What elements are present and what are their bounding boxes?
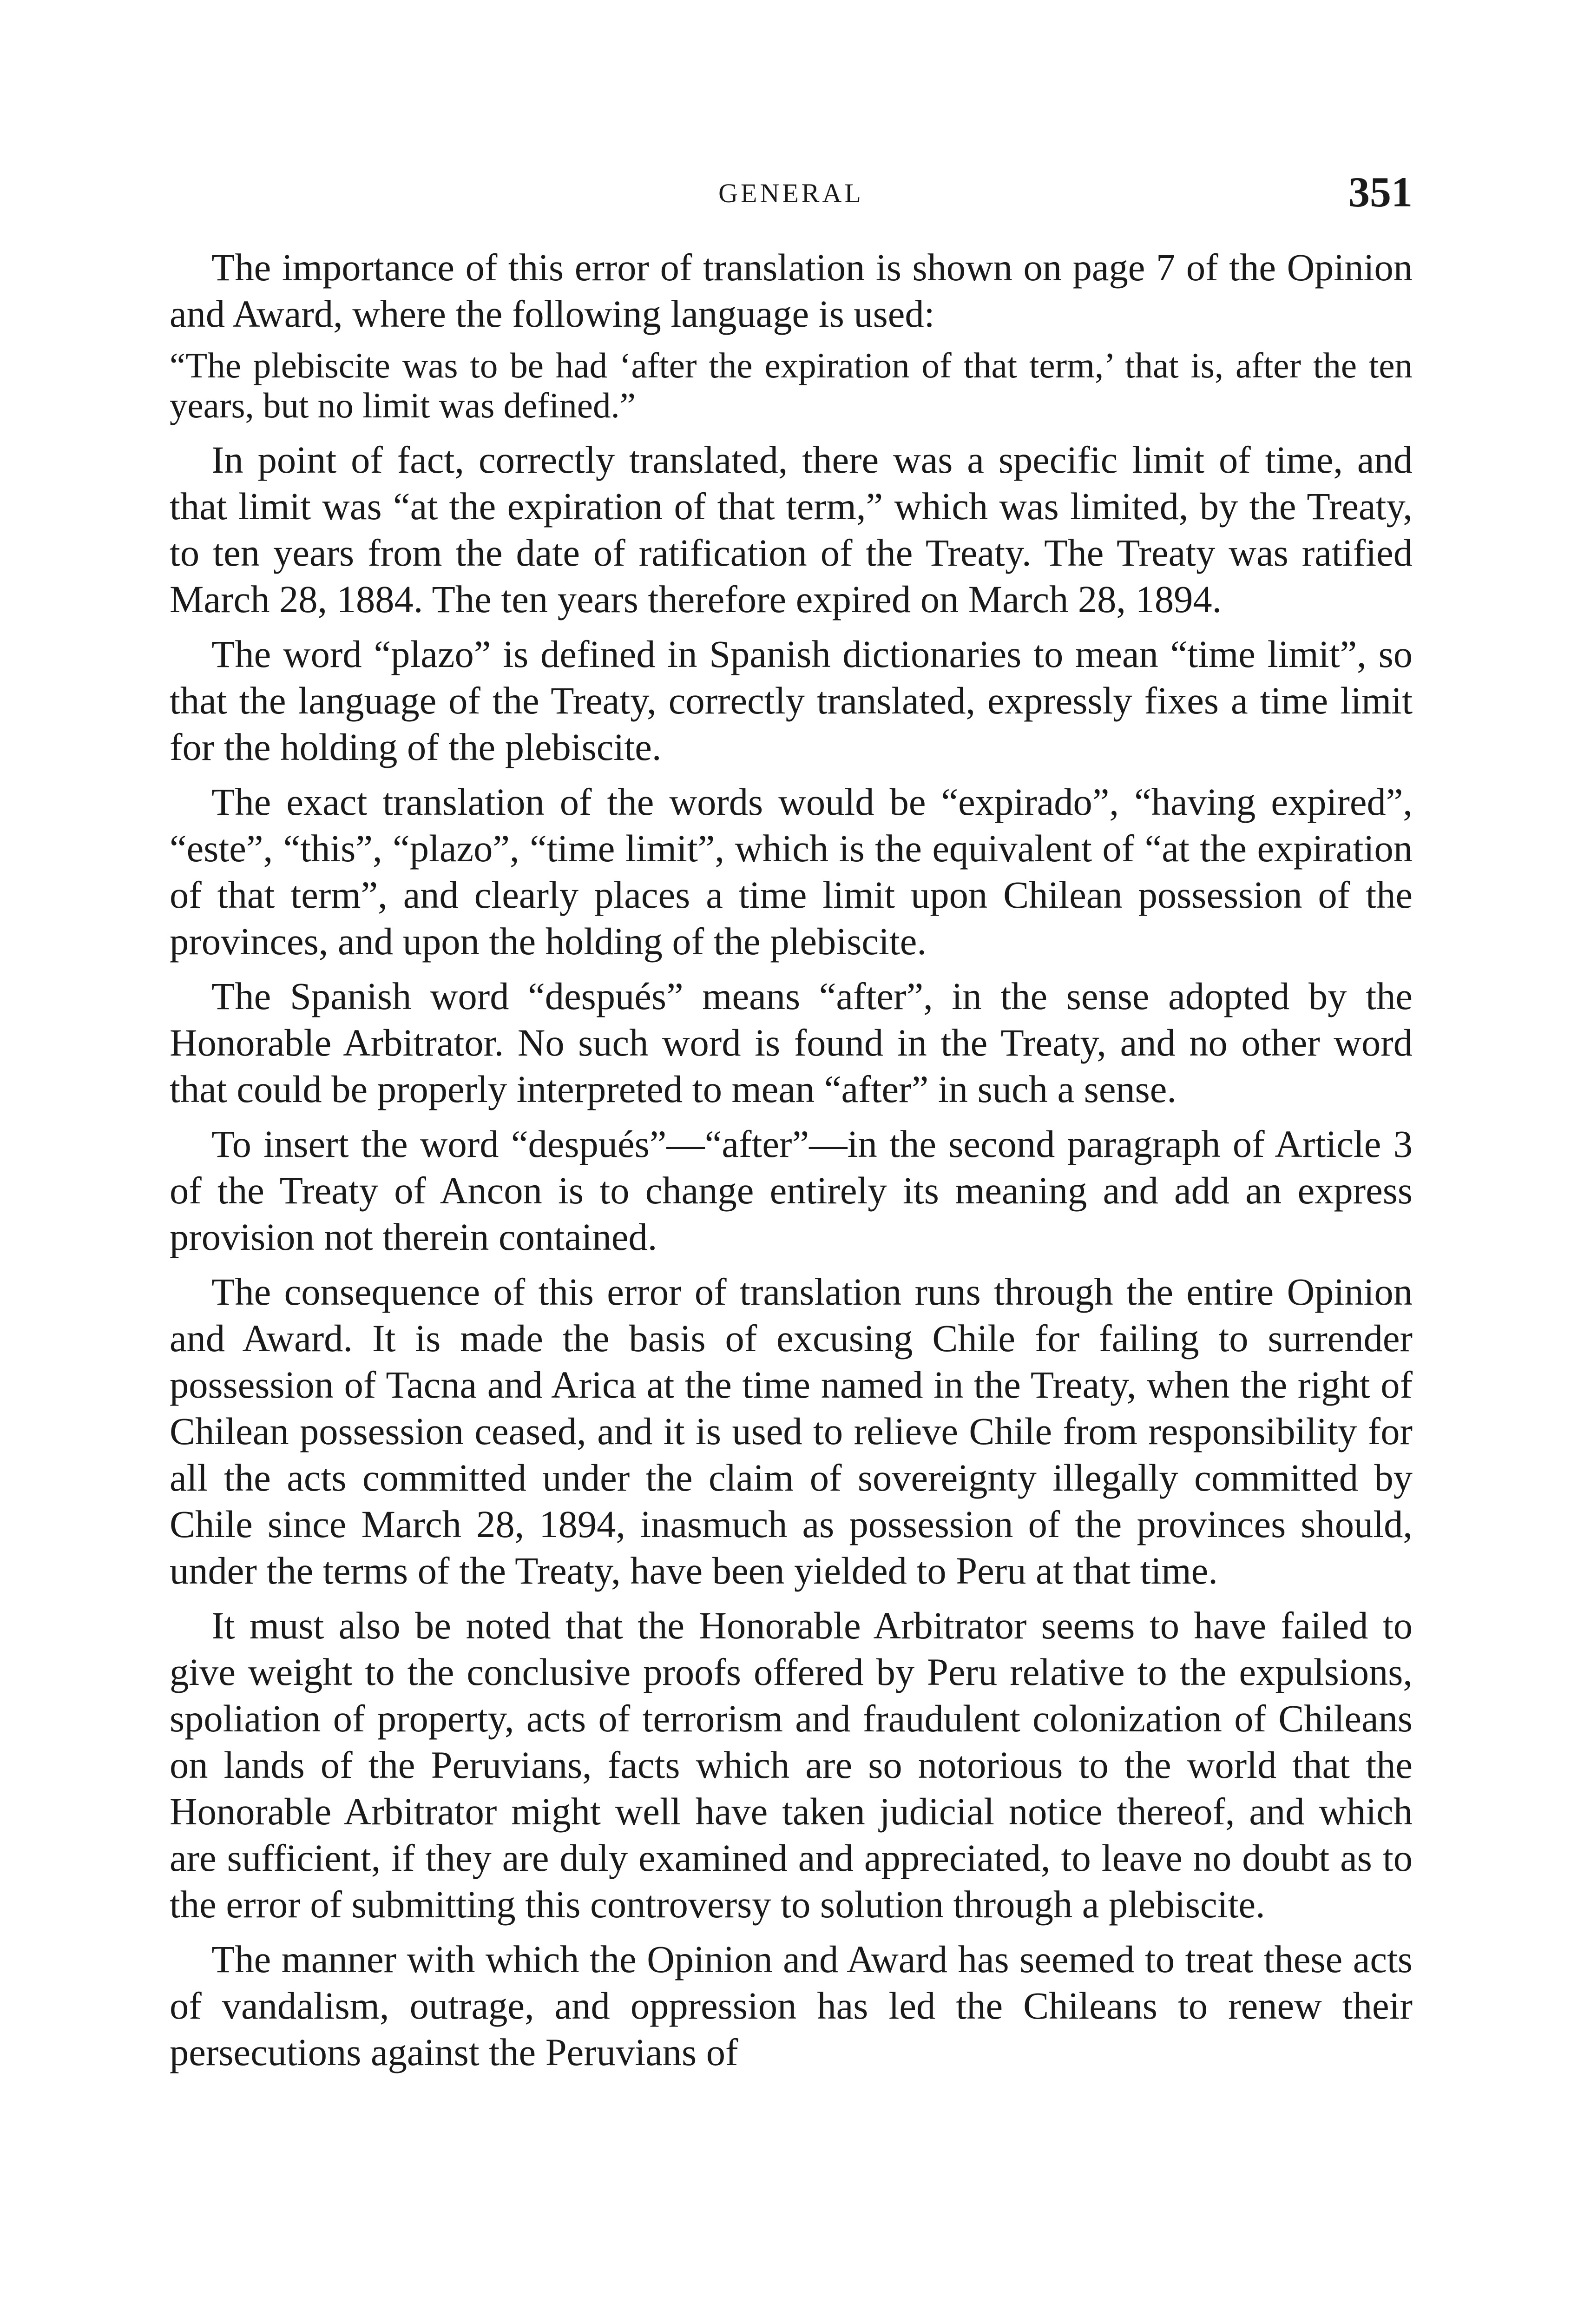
page-number: 351 [1348,168,1413,216]
paragraph-5: The Spanish word “después” means “after”, in the sense adopted by the Honorable Arbitrator. No such word is found in the Treaty, and no other word that could be properly interpreted to mean “after” in such a sense. [170,975,1413,1110]
paragraph-9: The manner with which the Opinion and Award has seemed to treat these acts of vandalism, outrage, and oppression has led the Chileans to renew their persecutions against the Peruvians of [170,1938,1413,2073]
paragraph-4: The exact translation of the words would be “expirado”, “having expired”, “este”, “this”, “plazo”, “time limit”, which is the equivalent of “at the expiration of that term”, and clearly places a time limit upon Chilean possession of the provinces, and upon the holding of the plebiscite. [170,780,1413,963]
body-text [170,244,1413,2084]
paragraph-1: The importance of this error of translation is shown on page 7 of the Opinion and Award, where the following language is used: [170,246,1413,335]
page-header [170,167,1413,218]
paragraph-6: To insert the word “después”—“after”—in the second paragraph of Article 3 of the Treaty of Ancon is to change entirely its meaning and add an express provision not therein contained. [170,1122,1413,1258]
block-quote: “The plebiscite was to be had ‘after the expiration of that term,’ that is, after the ten years, but no limit was defined.” [170,345,1413,425]
paragraph-2: In point of fact, correctly translated, there was a specific limit of time, and that limit was “at the expiration of that term,” which was limited, by the Treaty, to ten years from the date of ratification of the Treaty. The Treaty was ratified March 28, 1884. The ten years therefore expired on March 28, 1894. [170,438,1413,621]
paragraph-3: The word “plazo” is defined in Spanish dictionaries to mean “time limit”, so that the language of the Treaty, correctly translated, expressly fixes a time limit for the holding of the plebiscite. [170,633,1413,768]
running-head: GENERAL [718,178,864,208]
paragraph-8: It must also be noted that the Honorable Arbitrator seems to have failed to give weight to the conclusive proofs offered by Peru relative to the expulsions, spoliation of property, acts of terrorism and fraudulent colonization of Chileans on lands of the Peruvians, facts which are so notorious to the world that the Honorable Arbitrator might well have taken judicial notice thereof, and which are sufficient, if they are duly examined and appreciated, to leave no doubt as to the error of submitting this controversy to solution through a plebiscite. [170,1604,1413,1926]
paragraph-7: The consequence of this error of translation runs through the entire Opinion and Award. It is made the basis of excusing Chile for failing to surrender possession of Tacna and Arica at the time named in the Treaty, when the right of Chilean possession ceased, and it is used to relieve Chile from responsibility for all the acts committed under the claim of sovereignty illegally committed by Chile since March 28, 1894, inasmuch as possession of the provinces should, under the terms of the Treaty, have been yielded to Peru at that time. [170,1270,1413,1592]
